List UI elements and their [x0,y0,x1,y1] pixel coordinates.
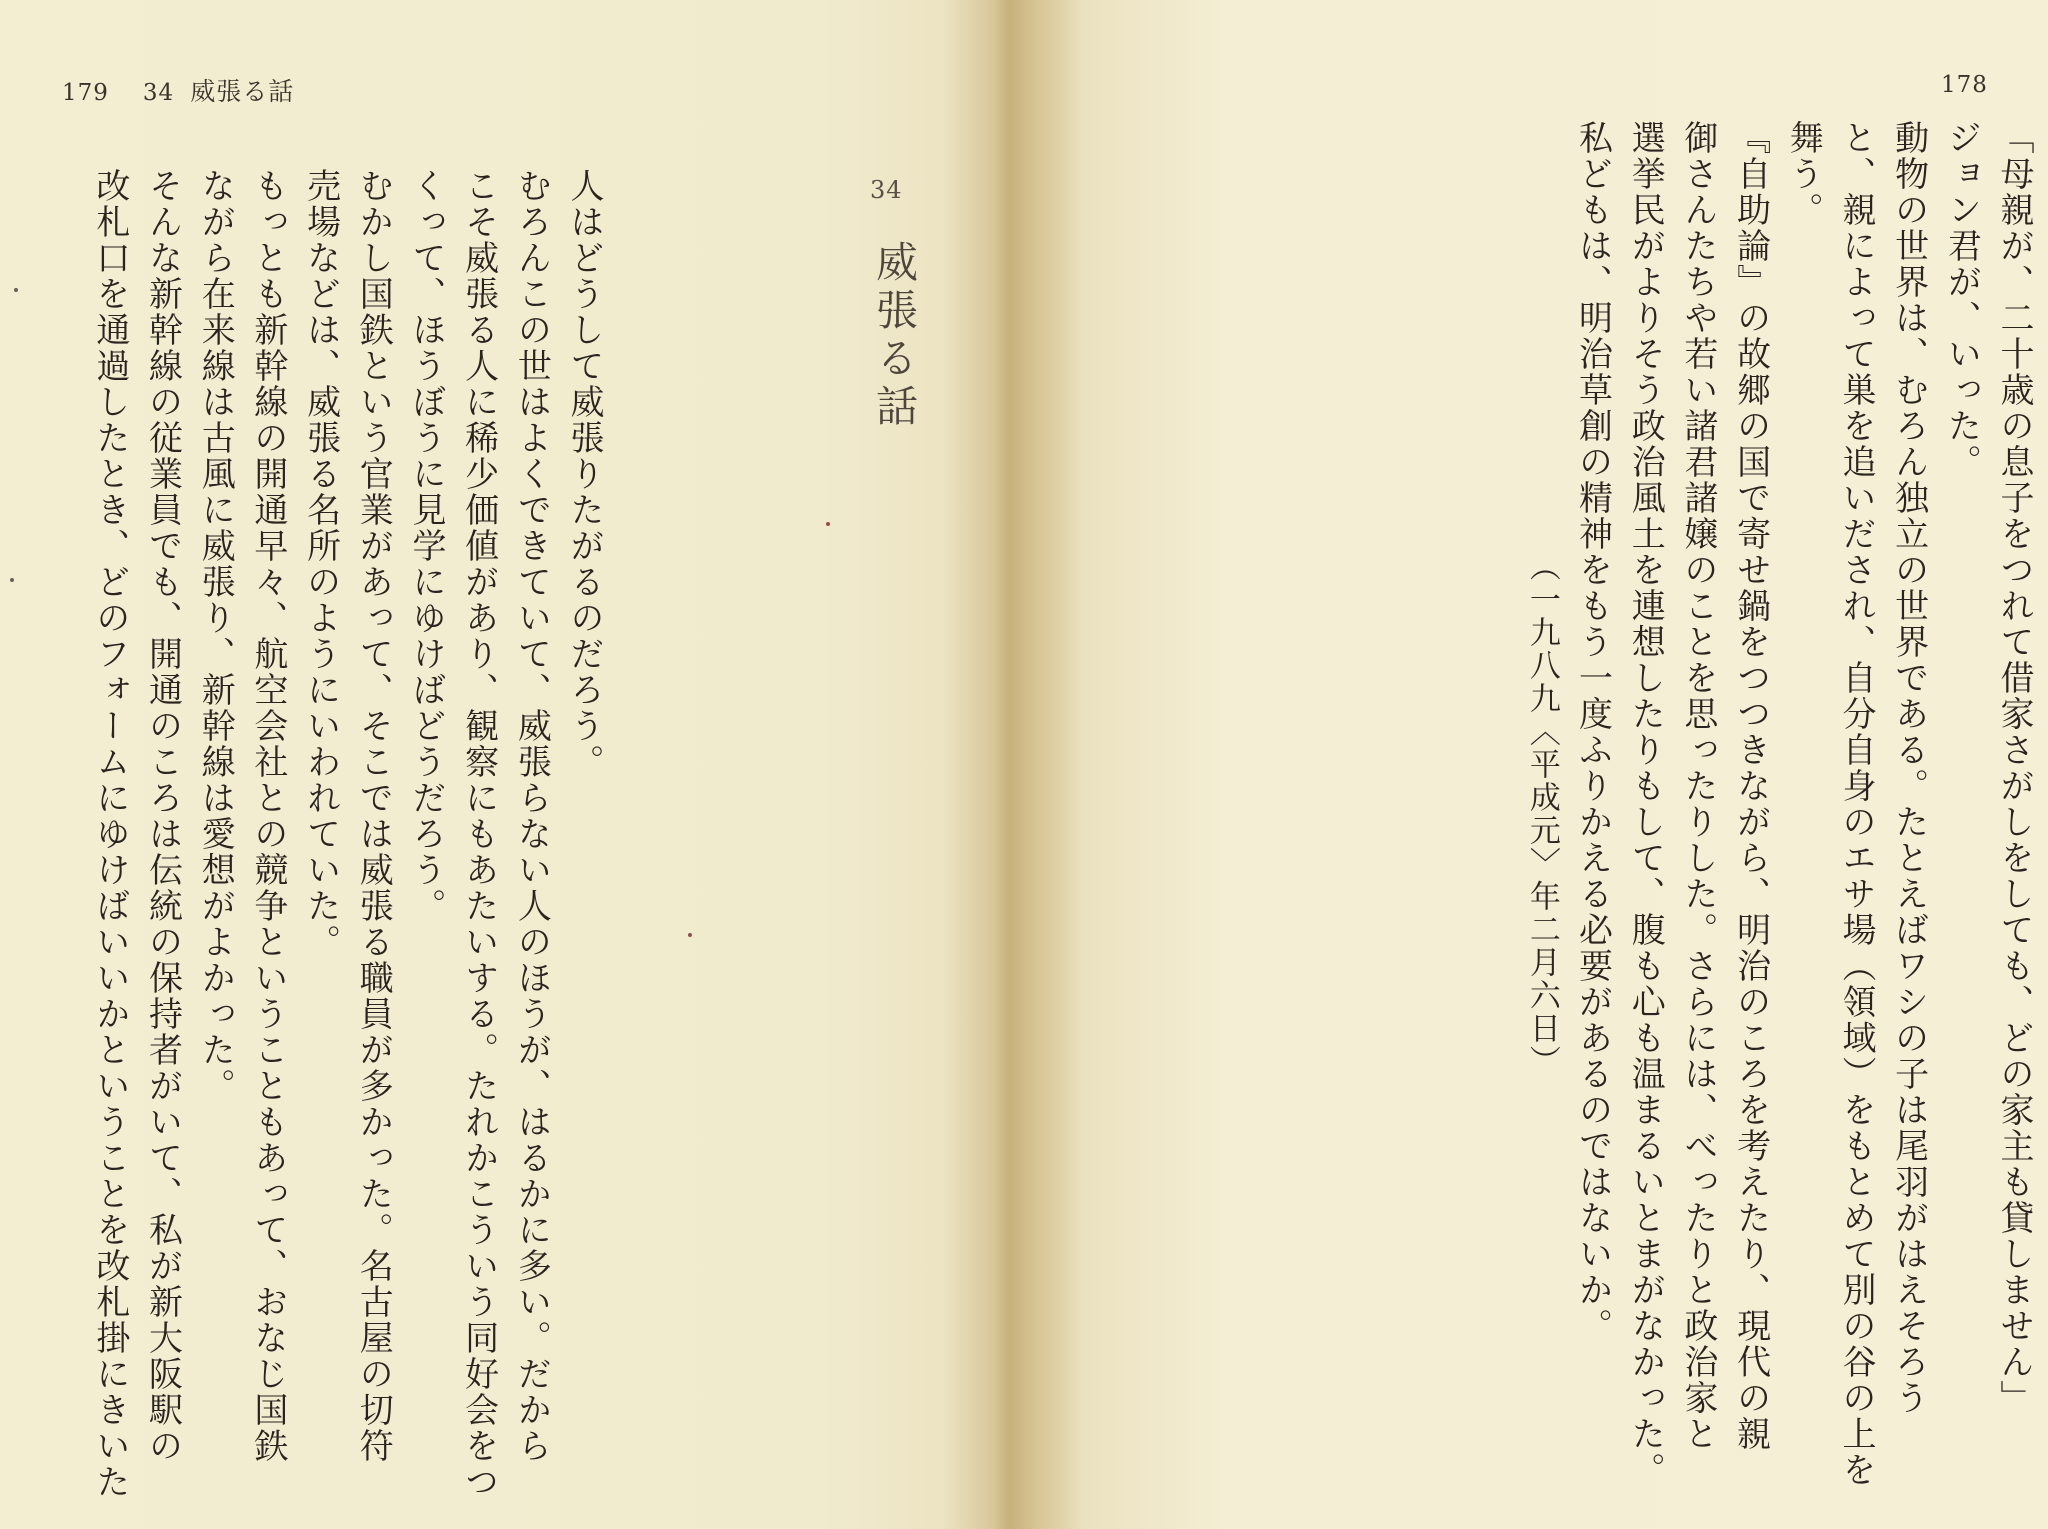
paper-speck [14,288,18,292]
text-column: 『自助論』の故郷の国で寄せ鍋をつつきながら、明治のころを考えたり、現代の親 [1730,120,1771,1452]
text-column: ジョン君が、いった。 [1941,120,1982,480]
running-head-chapter-title: 威張る話 [190,77,295,106]
text-column: 選挙民がよりそう政治風土を連想したりもして、腹も心も温まるいとまがなかった。 [1625,120,1666,1488]
date-note: （一九八九〈平成元〉年二月六日） [1523,550,1560,1078]
left-page [0,0,1010,1529]
page-number-left: 179 [62,80,109,106]
text-column: くって、ほうぼうに見学にゆけばどうだろう。 [405,168,446,924]
right-page-body-text [1523,120,2040,1488]
running-head-chapter-number: 34 [142,80,175,106]
text-column: むろんこの世はよくできていて、威張らない人のほうが、はるかに多い。だから [511,168,552,1464]
text-column: こそ威張る人に稀少価値があり、観察にもあたいする。たれかこういう同好会をつ [458,168,499,1500]
text-column: 私どもは、明治草創の精神をもう一度ふりかえる必要があるのではないか。 [1572,120,1613,1344]
right-page [1010,0,2048,1529]
text-column: むかし国鉄という官業があって、そこでは威張る職員が多かった。名古屋の切符 [353,168,394,1464]
paper-speck [826,522,830,526]
chapter-title: 威張る話 [870,240,919,432]
text-column: 動物の世界は、むろん独立の世界である。たとえばワシの子は尾羽がはえそろう [1888,120,1929,1416]
running-head-left [62,72,294,108]
text-column: もっとも新幹線の開通早々、航空会社との競争ということもあって、おなじ国鉄 [247,168,288,1464]
text-column: 御さんたちや若い諸君諸嬢のことを思ったりした。さらには、べったりと政治家と [1677,120,1718,1452]
paper-speck [688,933,692,937]
text-column: 人はどうして威張りたがるのだろう。 [564,168,604,780]
left-page-body-text [50,168,610,1500]
text-column: ながら在来線は古風に威張り、新幹線は愛想がよかった。 [195,168,236,1104]
text-column: 舞う。 [1783,120,1824,228]
chapter-number: 34 [870,176,903,204]
chapter-heading [862,170,922,470]
text-column: 売場などは、威張る名所のようにいわれていた。 [300,168,341,960]
text-column: と、親によって巣を追いだされ、自分自身のエサ場（領域）をもとめて別の谷の上を [1835,120,1876,1488]
text-column: 「母親が、二十歳の息子をつれて借家さがしをしても、どの家主も貸しません」 [1994,120,2034,1416]
paper-speck [10,578,14,582]
page-number-right: 178 [1941,72,1988,98]
text-column: 改札口を通過したとき、どのフォームにゆけばいいかということを改札掛にきいた [89,168,130,1500]
text-column: そんな新幹線の従業員でも、開通のころは伝統の保持者がいて、私が新大阪駅の [142,168,183,1464]
